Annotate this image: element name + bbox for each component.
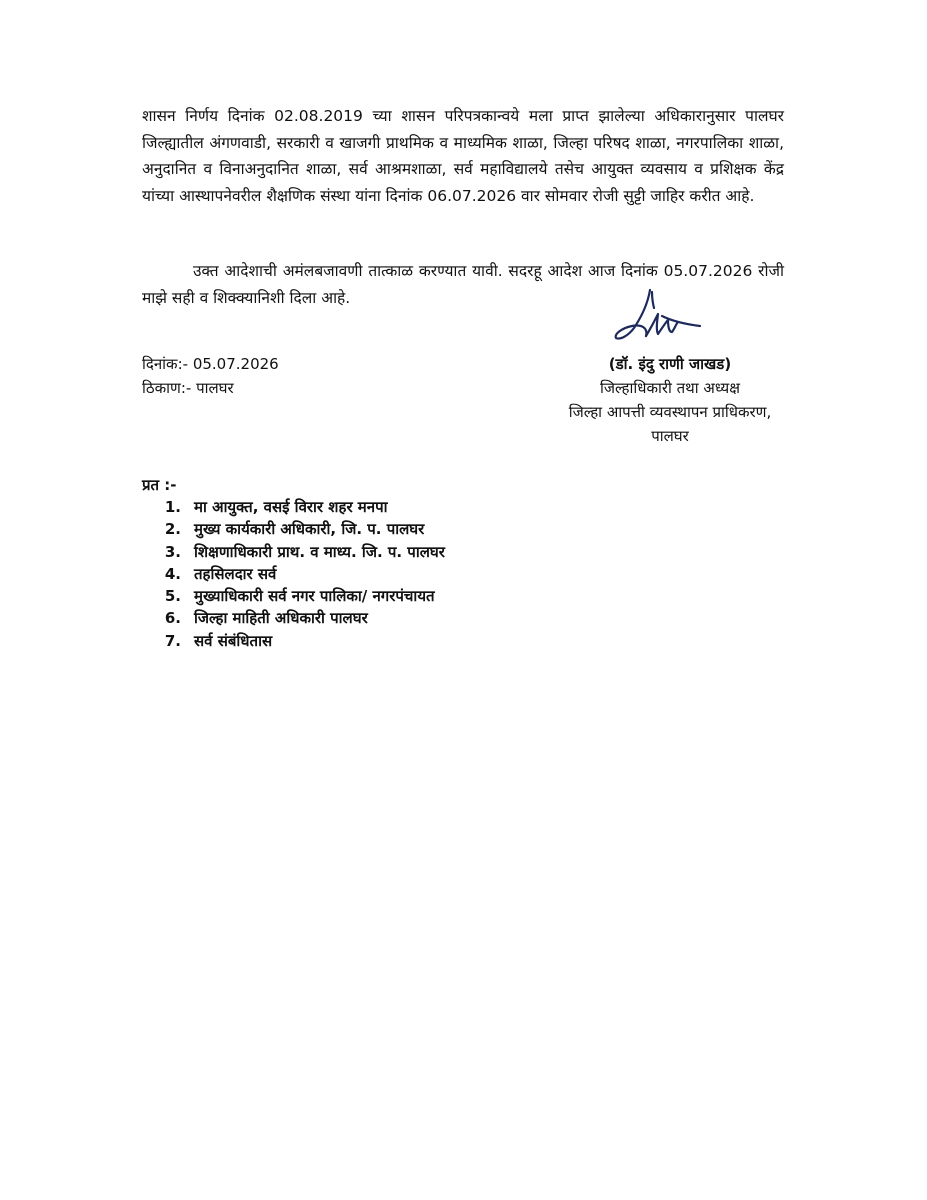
signatory-designation: जिल्हाधिकारी तथा अध्यक्ष bbox=[600, 379, 740, 397]
list-item bbox=[160, 563, 445, 585]
list-item-number: 3. bbox=[164, 542, 181, 561]
list-item-number: 2. bbox=[164, 520, 181, 539]
copy-to-list bbox=[160, 496, 445, 652]
list-item-text: शिक्षणाधिकारी प्राथ. व माध्य. जि. प. पालघर bbox=[194, 542, 445, 561]
list-item-number: 5. bbox=[164, 587, 181, 606]
signatory-block bbox=[545, 352, 795, 448]
list-item bbox=[160, 518, 445, 540]
list-item bbox=[160, 585, 445, 607]
list-item-text: सर्व संबंधितास bbox=[194, 631, 273, 650]
place-line: ठिकाण:- पालघर bbox=[142, 379, 234, 397]
date-place-block bbox=[142, 352, 279, 400]
list-item-number: 6. bbox=[164, 609, 181, 628]
list-item bbox=[160, 607, 445, 629]
signatory-authority: जिल्हा आपत्ती व्यवस्थापन प्राधिकरण, bbox=[568, 403, 772, 421]
list-item-text: मुख्य कार्यकारी अधिकारी, जि. प. पालघर bbox=[194, 520, 425, 539]
list-item bbox=[160, 496, 445, 518]
handwritten-signature bbox=[612, 286, 704, 348]
date-line: दिनांक:- 05.07.2026 bbox=[142, 355, 279, 373]
order-paragraph: शासन निर्णय दिनांक 02.08.2019 च्या शासन परिपत्रकान्वये मला प्राप्त झालेल्या अधिकारानुसार पालघर जिल्ह्यातील अंगणवाडी, सरकारी व खाजगी प्राथमिक व माध्यमिक शाळा, जिल्हा परिषद शाळा, नगरपालिका शाळा, अनुदानित व विनाअनुदानित शाळा, सर्व आश्रमशाळा, सर्व महाविद्यालये तसेच आयुक्त व्यवसाय व प्रशिक्षक केंद्र यांच्या आस्थापनेवरील शैक्षणिक संस्था यांना दिनांक 06.07.2026 वार सोमवार रोजी सुट्टी जाहिर करीत आहे. bbox=[142, 107, 784, 205]
implementation-paragraph: उक्त आदेशाची अमंलबजावणी तात्काळ करण्यात यावी. सदरहू आदेश आज दिनांक 05.07.2026 रोजी माझे सही व शिक्क्यानिशी दिला आहे. bbox=[142, 262, 784, 307]
copy-to-heading: प्रत :- bbox=[142, 476, 177, 494]
list-item-text: तहसिलदार सर्व bbox=[194, 564, 277, 583]
signatory-name: (डॉ. इंदु राणी जाखड) bbox=[608, 355, 732, 373]
list-item-text: मुख्याधिकारी सर्व नगर पालिका/ नगरपंचायत bbox=[194, 587, 435, 606]
list-item bbox=[160, 541, 445, 563]
list-item-text: मा आयुक्त, वसई विरार शहर मनपा bbox=[194, 498, 388, 516]
list-item bbox=[160, 630, 445, 652]
list-item-number: 4. bbox=[164, 564, 181, 583]
list-item-number: 7. bbox=[164, 631, 181, 650]
list-item-text: जिल्हा माहिती अधिकारी पालघर bbox=[194, 609, 368, 628]
list-item-number: 1. bbox=[164, 498, 181, 516]
signatory-location: पालघर bbox=[651, 427, 689, 445]
